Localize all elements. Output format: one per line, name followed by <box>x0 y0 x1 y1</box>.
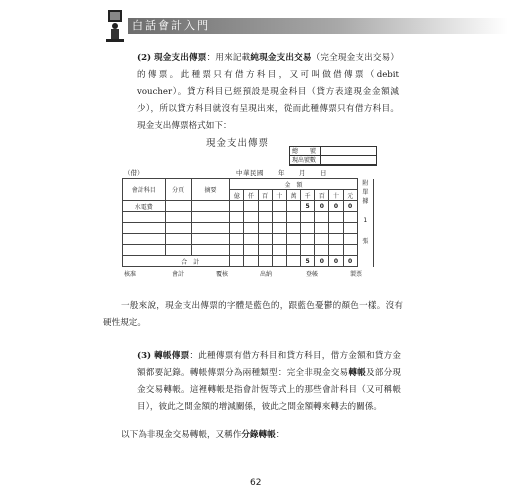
total-row: 合 計 5 0 0 0 <box>123 256 374 267</box>
page-number: 62 <box>250 478 262 488</box>
voucher-info-box <box>289 146 377 166</box>
voucher-table <box>122 178 374 267</box>
table-row <box>123 234 374 245</box>
info-total-number: 總 號 <box>290 147 376 156</box>
paragraph-transfer-voucher: (3) 轉帳傳票：此種傳票有借方科目和貸方科目，借方金額和貸方金額都要記錄。轉帳傳票分為兩種類型：完全非現金交易轉帳及部分現金交易轉帳。這裡轉帳是指會計恆等式上的那些會計科目（又可稱帳目），彼此之間金額的增減關係，彼此之間金額轉來轉去的關係。 <box>137 351 401 412</box>
table-row <box>123 223 374 234</box>
sig-cashier: 出納 <box>260 271 273 278</box>
sig-accounting: 會計 <box>172 271 185 278</box>
sig-approve: 核准 <box>124 271 137 278</box>
debit-label: （借） <box>124 169 144 177</box>
table-row <box>123 212 374 223</box>
table-row: 水電費 5 0 0 0 <box>123 201 374 212</box>
digit-header-row: 億 仟 百 十 萬 千 百 十 元 <box>123 190 374 201</box>
table-row <box>123 245 374 256</box>
header-sub: 分頁 <box>165 179 191 201</box>
header-account: 會計科目 <box>123 179 166 201</box>
attach-column: 附單據 1 張 <box>357 179 373 267</box>
header-amount: 金 額 <box>230 179 357 190</box>
paragraph-cash-voucher: (2) 現金支出傳票：用來記載純現金支出交易（完全現金支出交易）的傳票。此種票只有借方科目，又可叫做借傳票（debit voucher）。貸方科目已經預設是現金科目（貸方表達現金金額減少），所以貸方科目就沒有呈現出來，從而此種傳票只有借方科目。現金支出傳票格式如下： <box>137 53 399 131</box>
info-cash-out-number: 現出號數 <box>290 156 376 165</box>
book-reader-icon <box>104 8 126 44</box>
header-memo: 摘要 <box>191 179 229 201</box>
sig-posting: 登帳 <box>306 271 319 278</box>
row-account: 水電費 <box>123 201 166 212</box>
voucher-date: 中華民國 年 月 日 <box>236 169 327 177</box>
paragraph-color-note: 一般來說，現金支出傳票的字體是藍色的，跟藍色憂鬱的顏色一樣。沒有硬性規定。 <box>103 301 403 328</box>
sig-preparer: 製票 <box>350 271 363 278</box>
header-title: 白話會計入門 <box>132 19 210 32</box>
voucher-title: 現金支出傳票 <box>206 138 270 149</box>
paragraph-journal-transfer: 以下為非現金交易轉帳，又稱作分錄轉帳： <box>121 430 285 440</box>
sig-review: 覆核 <box>216 271 229 278</box>
